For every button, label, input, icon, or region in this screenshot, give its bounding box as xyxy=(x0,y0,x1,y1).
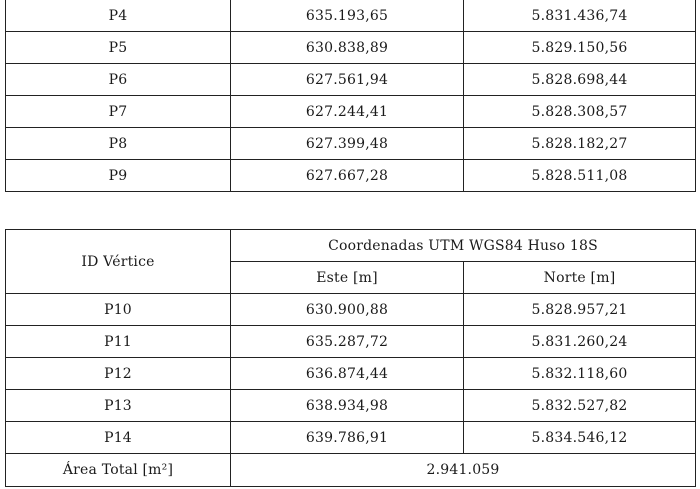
table-row xyxy=(6,160,696,192)
norte-cell: 5.828.698,44 xyxy=(464,64,696,96)
vertex-id-cell: P8 xyxy=(6,128,231,160)
este-cell: 635.193,65 xyxy=(231,0,464,32)
utm-coordinates-header: Coordenadas UTM WGS84 Huso 18S xyxy=(231,230,696,262)
norte-header: Norte [m] xyxy=(464,262,696,294)
norte-cell: 5.828.308,57 xyxy=(464,96,696,128)
vertex-id-cell: P5 xyxy=(6,32,231,64)
table-row xyxy=(6,128,696,160)
norte-cell: 5.831.436,74 xyxy=(464,0,696,32)
table-row xyxy=(6,32,696,64)
vertex-id-cell: P6 xyxy=(6,64,231,96)
vertex-coordinates-table-upper xyxy=(5,0,696,192)
table-row xyxy=(6,390,696,422)
vertex-id-cell: P7 xyxy=(6,96,231,128)
norte-cell: 5.832.118,60 xyxy=(464,358,696,390)
vertex-id-cell: P9 xyxy=(6,160,231,192)
este-cell: 630.838,89 xyxy=(231,32,464,64)
este-cell: 627.244,41 xyxy=(231,96,464,128)
table-row xyxy=(6,358,696,390)
total-area-row xyxy=(6,454,696,487)
norte-cell: 5.828.182,27 xyxy=(464,128,696,160)
vertex-id-cell: P14 xyxy=(6,422,231,454)
vertex-id-cell: P12 xyxy=(6,358,231,390)
este-cell: 627.399,48 xyxy=(231,128,464,160)
table-row xyxy=(6,64,696,96)
vertex-id-cell: P4 xyxy=(6,0,231,32)
norte-cell: 5.829.150,56 xyxy=(464,32,696,64)
vertex-id-cell: P10 xyxy=(6,294,231,326)
table-row xyxy=(6,326,696,358)
este-cell: 630.900,88 xyxy=(231,294,464,326)
table-header-row xyxy=(6,230,696,262)
table-row xyxy=(6,0,696,32)
norte-cell: 5.831.260,24 xyxy=(464,326,696,358)
total-area-label: Área Total [m²] xyxy=(6,454,231,487)
id-vertice-header: ID Vértice xyxy=(6,230,231,294)
este-cell: 627.667,28 xyxy=(231,160,464,192)
este-cell: 638.934,98 xyxy=(231,390,464,422)
este-cell: 639.786,91 xyxy=(231,422,464,454)
vertex-id-cell: P11 xyxy=(6,326,231,358)
table-row xyxy=(6,422,696,454)
table-row xyxy=(6,294,696,326)
este-cell: 627.561,94 xyxy=(231,64,464,96)
este-cell: 635.287,72 xyxy=(231,326,464,358)
norte-cell: 5.828.511,08 xyxy=(464,160,696,192)
total-area-value: 2.941.059 xyxy=(231,454,696,487)
vertex-coordinates-table-lower xyxy=(5,229,696,487)
este-cell: 636.874,44 xyxy=(231,358,464,390)
este-header: Este [m] xyxy=(231,262,464,294)
vertex-id-cell: P13 xyxy=(6,390,231,422)
norte-cell: 5.834.546,12 xyxy=(464,422,696,454)
table-row xyxy=(6,96,696,128)
norte-cell: 5.832.527,82 xyxy=(464,390,696,422)
norte-cell: 5.828.957,21 xyxy=(464,294,696,326)
